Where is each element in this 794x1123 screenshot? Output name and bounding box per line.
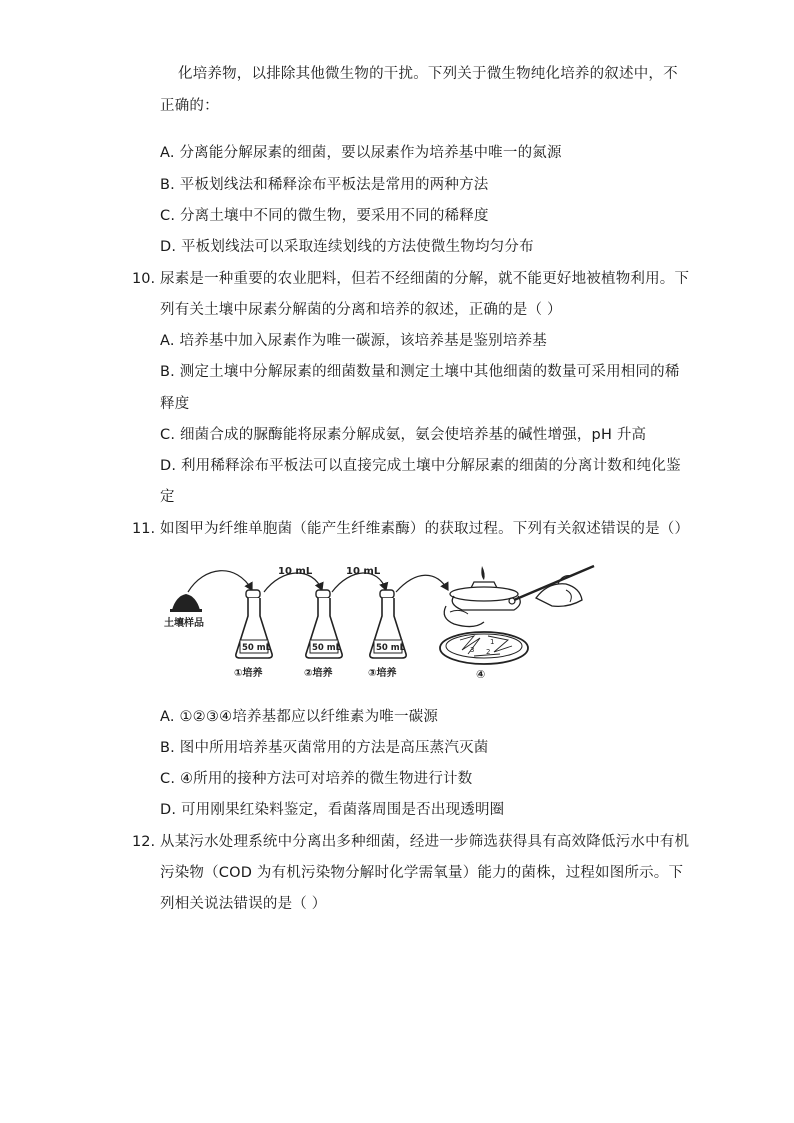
- flask-2: [306, 590, 342, 658]
- plate-mark-2: 2: [486, 648, 491, 656]
- step-3-label: ③培养: [368, 668, 397, 679]
- inoculating-loop-hand: [509, 566, 594, 606]
- step-2-label: ②培养: [304, 668, 333, 679]
- soil-sample-label: 土壤样品: [164, 618, 204, 629]
- q10-stem-line-2: 列有关土壤中尿素分解菌的分离和培养的叙述，正确的是（ ）: [160, 302, 562, 318]
- transfer-volume-label-2: 10 mL: [346, 566, 381, 577]
- q12-stem-line-1: 从某污水处理系统中分离出多种细菌，经进一步筛选获得具有高效降低污水中有机: [160, 834, 690, 850]
- plate-mark-3: 3: [470, 646, 475, 654]
- intro-line-1: 化培养物，以排除其他微生物的干扰。下列关于微生物纯化培养的叙述中，不: [178, 66, 678, 82]
- q11-stem: 如图甲为纤维单胞菌（能产生纤维素酶）的获取过程。下列有关叙述错误的是（）: [160, 521, 690, 537]
- hand-holding-dish: [444, 606, 484, 627]
- step-1-label: ①培养: [234, 668, 263, 679]
- q9-option-c: C. 分离土壤中不同的微生物，要采用不同的稀释度: [160, 208, 489, 224]
- q11-option-c: C. ④所用的接种方法可对培养的微生物进行计数: [160, 771, 473, 787]
- q11-option-b: B. 图中所用培养基灭菌常用的方法是高压蒸汽灭菌: [160, 740, 489, 756]
- q10-option-b-line-1: B. 测定土壤中分解尿素的细菌数量和测定土壤中其他细菌的数量可采用相同的稀: [160, 364, 680, 380]
- q10-option-a: A. 培养基中加入尿素作为唯一碳源，该培养基是鉴别培养基: [160, 333, 547, 349]
- q11-option-d: D. 可用刚果红染料鉴定，看菌落周围是否出现透明圈: [160, 802, 505, 818]
- arrow-flask-3-to-plate: [396, 575, 448, 592]
- q11-option-a: A. ①②③④培养基都应以纤维素为唯一碳源: [160, 709, 439, 725]
- q12-stem-line-3: 列相关说法错误的是（ ）: [160, 896, 327, 912]
- q12-stem-line-2: 污染物（COD 为有机污染物分解时化学需氧量）能力的菌株，过程如图所示。下: [160, 865, 684, 881]
- intro-line-2: 正确的：: [160, 98, 219, 114]
- q9-option-b: B. 平板划线法和稀释涂布平板法是常用的两种方法: [160, 177, 489, 193]
- transfer-volume-label-1: 10 mL: [278, 566, 313, 577]
- q9-option-a: A. 分离能分解尿素的细菌，要以尿素作为培养基中唯一的氮源: [160, 145, 562, 161]
- q12-number: 12.: [132, 834, 156, 850]
- q11-culture-process-figure: [164, 560, 616, 686]
- flask-3: [370, 590, 406, 658]
- step-4-label: ④: [476, 668, 486, 681]
- flask-2-volume: 50 mL: [312, 643, 342, 653]
- q10-option-c: C. 细菌合成的脲酶能将尿素分解成氨，氨会使培养基的碱性增强，pH 升高: [160, 427, 647, 443]
- flask-3-volume: 50 mL: [376, 643, 406, 653]
- q10-number: 10.: [132, 271, 156, 287]
- q10-option-b-line-2: 释度: [160, 396, 190, 412]
- flask-1-volume: 50 mL: [242, 643, 272, 653]
- arrow-soil-to-flask-1: [188, 571, 252, 592]
- soil-sample-mound: [170, 594, 202, 612]
- q9-option-d: D. 平板划线法可以采取连续划线的方法使微生物均匀分布: [160, 239, 534, 255]
- q10-option-d-line-1: D. 利用稀释涂布平板法可以直接完成土壤中分解尿素的细菌的分离计数和纯化鉴: [160, 458, 681, 474]
- plate-mark-1: 1: [490, 638, 495, 646]
- flask-1: [236, 590, 272, 658]
- q11-number: 11.: [132, 521, 156, 537]
- q10-stem-line-1: 尿素是一种重要的农业肥料，但若不经细菌的分解，就不能更好地被植物利用。下: [160, 271, 690, 287]
- q10-option-d-line-2: 定: [160, 489, 175, 505]
- streak-plate: [440, 632, 528, 664]
